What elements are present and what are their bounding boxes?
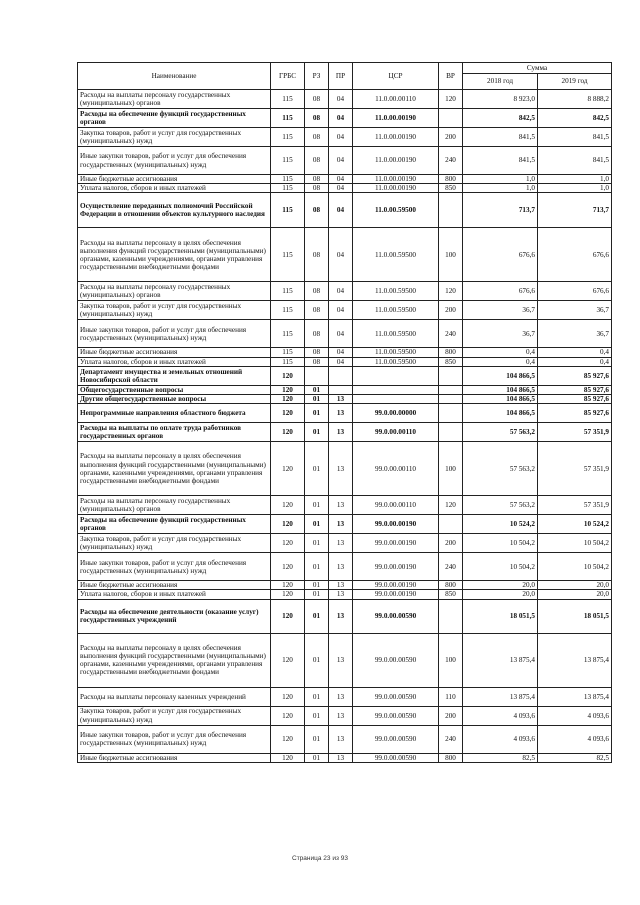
cell-pr: 04 [329, 184, 353, 193]
cell-vr: 800 [439, 348, 463, 357]
cell-pr: 04 [329, 228, 353, 282]
cell-vr: 120 [439, 282, 463, 301]
cell-sum-2019: 85 927,6 [538, 395, 612, 404]
cell-rz: 08 [305, 147, 329, 175]
cell-grbs: 120 [271, 725, 305, 753]
cell-sum-2019: 85 927,6 [538, 385, 612, 394]
cell-sum-2018: 8 923,0 [463, 90, 538, 109]
cell-rz: 01 [305, 515, 329, 534]
header-sum: Сумма [463, 63, 612, 74]
cell-rz: 08 [305, 175, 329, 184]
table-row [78, 442, 612, 496]
table-row [78, 496, 612, 515]
cell-pr: 13 [329, 404, 353, 423]
cell-grbs: 120 [271, 534, 305, 553]
cell-grbs: 120 [271, 581, 305, 590]
cell-vr: 200 [439, 128, 463, 147]
table-row [78, 404, 612, 423]
cell-name: Закупка товаров, работ и услуг для государственных (муниципальных) нужд [78, 128, 271, 147]
cell-grbs: 120 [271, 423, 305, 442]
cell-csr: 99.0.00.00110 [353, 496, 439, 515]
table-row [78, 706, 612, 725]
cell-pr: 13 [329, 633, 353, 687]
cell-grbs: 120 [271, 404, 305, 423]
cell-sum-2018: 1,0 [463, 175, 538, 184]
table-row [78, 301, 612, 320]
cell-sum-2018: 104 866,5 [463, 395, 538, 404]
cell-name: Расходы на выплаты персоналу государственных (муниципальных) органов [78, 496, 271, 515]
cell-name: Иные закупки товаров, работ и услуг для обеспечения государственных (муниципальных) нужд [78, 725, 271, 753]
cell-vr [439, 193, 463, 228]
cell-vr: 800 [439, 581, 463, 590]
table-row [78, 348, 612, 357]
cell-pr: 13 [329, 553, 353, 581]
cell-vr: 200 [439, 301, 463, 320]
cell-rz: 01 [305, 423, 329, 442]
cell-name: Иные закупки товаров, работ и услуг для обеспечения государственных (муниципальных) нужд [78, 147, 271, 175]
cell-sum-2018: 36,7 [463, 320, 538, 348]
cell-rz: 01 [305, 633, 329, 687]
header-csr: ЦСР [353, 63, 439, 90]
cell-vr: 850 [439, 357, 463, 366]
cell-sum-2019: 36,7 [538, 320, 612, 348]
cell-vr [439, 366, 463, 385]
cell-pr: 04 [329, 348, 353, 357]
cell-grbs: 120 [271, 366, 305, 385]
cell-pr: 04 [329, 320, 353, 348]
table-row [78, 385, 612, 394]
cell-sum-2018: 13 875,4 [463, 687, 538, 706]
cell-pr: 04 [329, 193, 353, 228]
table-row [78, 320, 612, 348]
header-year-2018: 2018 год [463, 74, 538, 90]
cell-csr: 99.0.00.00590 [353, 599, 439, 633]
cell-csr: 99.0.00.00590 [353, 753, 439, 762]
cell-csr: 11.0.00.59500 [353, 282, 439, 301]
cell-grbs: 115 [271, 301, 305, 320]
cell-pr: 04 [329, 147, 353, 175]
cell-csr: 11.0.00.00190 [353, 147, 439, 175]
cell-grbs: 115 [271, 282, 305, 301]
cell-pr: 04 [329, 109, 353, 128]
table-row [78, 147, 612, 175]
cell-grbs: 115 [271, 357, 305, 366]
cell-name: Расходы на выплаты персоналу государственных (муниципальных) органов [78, 282, 271, 301]
cell-name: Другие общегосударственные вопросы [78, 395, 271, 404]
table-row [78, 515, 612, 534]
cell-vr [439, 395, 463, 404]
cell-vr: 800 [439, 753, 463, 762]
cell-vr: 120 [439, 90, 463, 109]
cell-sum-2018: 18 051,5 [463, 599, 538, 633]
cell-vr [439, 109, 463, 128]
cell-name: Иные бюджетные ассигнования [78, 175, 271, 184]
cell-pr: 13 [329, 442, 353, 496]
cell-grbs: 120 [271, 706, 305, 725]
cell-vr: 850 [439, 184, 463, 193]
cell-sum-2019: 10 524,2 [538, 515, 612, 534]
cell-grbs: 120 [271, 515, 305, 534]
cell-rz: 01 [305, 725, 329, 753]
cell-name: Уплата налогов, сборов и иных платежей [78, 590, 271, 599]
cell-name: Иные бюджетные ассигнования [78, 753, 271, 762]
table-row [78, 282, 612, 301]
cell-sum-2019: 85 927,6 [538, 404, 612, 423]
header-year-2019: 2019 год [538, 74, 612, 90]
cell-csr: 99.0.00.00190 [353, 515, 439, 534]
cell-csr [353, 385, 439, 394]
cell-rz: 08 [305, 109, 329, 128]
cell-csr: 99.0.00.00590 [353, 687, 439, 706]
cell-sum-2019: 1,0 [538, 175, 612, 184]
table-row [78, 128, 612, 147]
cell-sum-2018: 0,4 [463, 357, 538, 366]
cell-sum-2019: 10 504,2 [538, 553, 612, 581]
table-row [78, 175, 612, 184]
cell-csr: 99.0.00.00190 [353, 590, 439, 599]
cell-sum-2019: 18 051,5 [538, 599, 612, 633]
cell-name: Расходы на выплаты персоналу в целях обеспечения выполнения функций государственными (муниципальными) органами, казенными учреждениями, органами управления государственными внебюджетными фондами [78, 228, 271, 282]
header-pr: ПР [329, 63, 353, 90]
cell-rz [305, 366, 329, 385]
cell-pr [329, 366, 353, 385]
cell-name: Иные бюджетные ассигнования [78, 348, 271, 357]
cell-sum-2018: 57 563,2 [463, 496, 538, 515]
table-row [78, 90, 612, 109]
cell-grbs: 120 [271, 590, 305, 599]
table-row [78, 581, 612, 590]
cell-sum-2018: 0,4 [463, 348, 538, 357]
cell-vr: 850 [439, 590, 463, 599]
cell-sum-2018: 20,0 [463, 581, 538, 590]
cell-sum-2019: 1,0 [538, 184, 612, 193]
cell-name: Закупка товаров, работ и услуг для государственных (муниципальных) нужд [78, 534, 271, 553]
cell-sum-2018: 104 866,5 [463, 404, 538, 423]
table-row [78, 590, 612, 599]
table-row [78, 193, 612, 228]
cell-pr: 13 [329, 496, 353, 515]
cell-rz: 08 [305, 320, 329, 348]
cell-grbs: 115 [271, 184, 305, 193]
cell-pr: 13 [329, 590, 353, 599]
header-grbs: ГРБС [271, 63, 305, 90]
cell-sum-2019: 842,5 [538, 109, 612, 128]
cell-vr: 120 [439, 496, 463, 515]
cell-rz: 08 [305, 357, 329, 366]
table-row [78, 423, 612, 442]
cell-grbs: 120 [271, 496, 305, 515]
cell-sum-2018: 104 866,5 [463, 385, 538, 394]
cell-sum-2018: 104 866,5 [463, 366, 538, 385]
cell-rz: 01 [305, 581, 329, 590]
cell-sum-2018: 10 504,2 [463, 553, 538, 581]
budget-table [77, 62, 612, 763]
cell-name: Расходы на выплаты по оплате труда работников государственных органов [78, 423, 271, 442]
cell-vr: 240 [439, 147, 463, 175]
cell-pr: 13 [329, 423, 353, 442]
table-body [78, 90, 612, 763]
cell-grbs: 120 [271, 385, 305, 394]
cell-rz: 01 [305, 395, 329, 404]
cell-sum-2019: 57 351,9 [538, 496, 612, 515]
cell-sum-2018: 713,7 [463, 193, 538, 228]
page-number: Страница 23 из 93 [292, 855, 348, 862]
table-row [78, 553, 612, 581]
cell-sum-2018: 676,6 [463, 228, 538, 282]
cell-pr: 04 [329, 90, 353, 109]
cell-sum-2019: 4 093,6 [538, 725, 612, 753]
cell-csr: 99.0.00.00000 [353, 404, 439, 423]
cell-name: Осуществление переданных полномочий Российской Федерации в отношении объектов культурного наследия [78, 193, 271, 228]
cell-rz: 08 [305, 128, 329, 147]
cell-csr: 99.0.00.00110 [353, 423, 439, 442]
cell-csr: 11.0.00.00190 [353, 109, 439, 128]
cell-pr: 13 [329, 581, 353, 590]
cell-sum-2019: 57 351,9 [538, 423, 612, 442]
cell-csr: 11.0.00.59500 [353, 357, 439, 366]
cell-csr: 11.0.00.59500 [353, 348, 439, 357]
cell-sum-2018: 676,6 [463, 282, 538, 301]
cell-csr: 99.0.00.00590 [353, 633, 439, 687]
cell-rz: 01 [305, 496, 329, 515]
cell-pr: 13 [329, 515, 353, 534]
cell-grbs: 115 [271, 147, 305, 175]
cell-sum-2019: 13 875,4 [538, 633, 612, 687]
cell-rz: 01 [305, 534, 329, 553]
cell-sum-2018: 10 524,2 [463, 515, 538, 534]
cell-pr [329, 385, 353, 394]
table-row [78, 366, 612, 385]
cell-pr: 13 [329, 599, 353, 633]
table-header [78, 63, 612, 90]
cell-name: Закупка товаров, работ и услуг для государственных (муниципальных) нужд [78, 706, 271, 725]
cell-vr: 100 [439, 633, 463, 687]
table-row [78, 109, 612, 128]
cell-pr: 13 [329, 534, 353, 553]
cell-grbs: 115 [271, 320, 305, 348]
header-name: Наименование [78, 63, 271, 90]
cell-sum-2018: 10 504,2 [463, 534, 538, 553]
cell-pr: 04 [329, 175, 353, 184]
cell-name: Уплата налогов, сборов и иных платежей [78, 184, 271, 193]
cell-vr: 100 [439, 228, 463, 282]
cell-sum-2019: 713,7 [538, 193, 612, 228]
cell-csr: 99.0.00.00590 [353, 725, 439, 753]
cell-sum-2019: 841,5 [538, 147, 612, 175]
cell-csr: 99.0.00.00590 [353, 706, 439, 725]
cell-pr: 13 [329, 725, 353, 753]
cell-name: Иные закупки товаров, работ и услуг для обеспечения государственных (муниципальных) нужд [78, 553, 271, 581]
cell-pr: 13 [329, 706, 353, 725]
cell-vr: 200 [439, 706, 463, 725]
cell-csr: 11.0.00.59500 [353, 301, 439, 320]
cell-vr [439, 385, 463, 394]
cell-sum-2018: 1,0 [463, 184, 538, 193]
cell-name: Расходы на обеспечение функций государственных органов [78, 515, 271, 534]
cell-sum-2018: 20,0 [463, 590, 538, 599]
cell-sum-2019: 676,6 [538, 228, 612, 282]
cell-name: Расходы на выплаты персоналу в целях обеспечения выполнения функций государственными (муниципальными) органами, казенными учреждениями, органами управления государственными внебюджетными фондами [78, 633, 271, 687]
cell-grbs: 115 [271, 109, 305, 128]
cell-csr: 11.0.00.59500 [353, 320, 439, 348]
table-row [78, 357, 612, 366]
cell-sum-2019: 8 888,2 [538, 90, 612, 109]
cell-rz: 08 [305, 282, 329, 301]
table-row [78, 228, 612, 282]
cell-vr [439, 599, 463, 633]
cell-name: Общегосударственные вопросы [78, 385, 271, 394]
cell-grbs: 115 [271, 348, 305, 357]
cell-vr [439, 423, 463, 442]
cell-name: Расходы на выплаты персоналу казенных учреждений [78, 687, 271, 706]
header-rz: РЗ [305, 63, 329, 90]
cell-sum-2018: 82,5 [463, 753, 538, 762]
cell-grbs: 120 [271, 633, 305, 687]
table-row [78, 725, 612, 753]
cell-rz: 01 [305, 590, 329, 599]
table-row [78, 687, 612, 706]
cell-sum-2018: 841,5 [463, 147, 538, 175]
cell-vr: 100 [439, 442, 463, 496]
cell-csr [353, 395, 439, 404]
cell-rz: 01 [305, 442, 329, 496]
cell-csr: 11.0.00.00190 [353, 175, 439, 184]
cell-vr: 240 [439, 553, 463, 581]
cell-csr: 99.0.00.00190 [353, 553, 439, 581]
cell-vr: 200 [439, 534, 463, 553]
cell-sum-2018: 57 563,2 [463, 442, 538, 496]
cell-sum-2019: 57 351,9 [538, 442, 612, 496]
cell-pr: 04 [329, 282, 353, 301]
cell-pr: 13 [329, 395, 353, 404]
cell-name: Расходы на обеспечение деятельности (оказание услуг) государственных учреждений [78, 599, 271, 633]
cell-pr: 13 [329, 753, 353, 762]
cell-sum-2019: 20,0 [538, 590, 612, 599]
cell-sum-2019: 841,5 [538, 128, 612, 147]
cell-pr: 13 [329, 687, 353, 706]
cell-grbs: 115 [271, 90, 305, 109]
cell-vr: 240 [439, 725, 463, 753]
cell-grbs: 120 [271, 753, 305, 762]
cell-sum-2019: 0,4 [538, 357, 612, 366]
cell-grbs: 120 [271, 687, 305, 706]
cell-csr: 99.0.00.00190 [353, 534, 439, 553]
cell-pr: 04 [329, 128, 353, 147]
cell-vr: 240 [439, 320, 463, 348]
table-row [78, 633, 612, 687]
cell-vr: 800 [439, 175, 463, 184]
cell-name: Расходы на выплаты персоналу в целях обеспечения выполнения функций государственными (муниципальными) органами, казенными учреждениями, органами управления государственными внебюджетными фондами [78, 442, 271, 496]
cell-csr: 99.0.00.00190 [353, 581, 439, 590]
cell-rz: 08 [305, 228, 329, 282]
cell-sum-2019: 85 927,6 [538, 366, 612, 385]
cell-name: Иные бюджетные ассигнования [78, 581, 271, 590]
cell-sum-2019: 0,4 [538, 348, 612, 357]
cell-rz: 01 [305, 404, 329, 423]
cell-name: Уплата налогов, сборов и иных платежей [78, 357, 271, 366]
cell-rz: 01 [305, 687, 329, 706]
table-row [78, 395, 612, 404]
cell-sum-2019: 20,0 [538, 581, 612, 590]
cell-vr [439, 404, 463, 423]
cell-sum-2018: 4 093,6 [463, 706, 538, 725]
cell-grbs: 120 [271, 395, 305, 404]
cell-rz: 01 [305, 385, 329, 394]
cell-sum-2019: 10 504,2 [538, 534, 612, 553]
cell-csr [353, 366, 439, 385]
cell-csr: 11.0.00.59500 [353, 193, 439, 228]
cell-grbs: 115 [271, 175, 305, 184]
cell-csr: 11.0.00.00110 [353, 90, 439, 109]
cell-grbs: 120 [271, 599, 305, 633]
cell-pr: 04 [329, 357, 353, 366]
cell-sum-2018: 842,5 [463, 109, 538, 128]
cell-rz: 01 [305, 599, 329, 633]
cell-grbs: 120 [271, 553, 305, 581]
cell-rz: 08 [305, 301, 329, 320]
cell-rz: 08 [305, 348, 329, 357]
cell-grbs: 115 [271, 228, 305, 282]
cell-sum-2019: 13 875,4 [538, 687, 612, 706]
cell-csr: 99.0.00.00110 [353, 442, 439, 496]
table-row [78, 534, 612, 553]
cell-rz: 01 [305, 553, 329, 581]
table-row [78, 184, 612, 193]
cell-name: Расходы на обеспечение функций государственных органов [78, 109, 271, 128]
cell-grbs: 115 [271, 128, 305, 147]
cell-name: Непрограммные направления областного бюджета [78, 404, 271, 423]
cell-vr: 110 [439, 687, 463, 706]
cell-name: Департамент имущества и земельных отношений Новосибирской области [78, 366, 271, 385]
cell-name: Расходы на выплаты персоналу государственных (муниципальных) органов [78, 90, 271, 109]
cell-grbs: 120 [271, 442, 305, 496]
cell-sum-2018: 13 875,4 [463, 633, 538, 687]
cell-sum-2019: 4 093,6 [538, 706, 612, 725]
cell-grbs: 115 [271, 193, 305, 228]
cell-vr [439, 515, 463, 534]
cell-rz: 08 [305, 184, 329, 193]
cell-sum-2019: 82,5 [538, 753, 612, 762]
cell-sum-2018: 57 563,2 [463, 423, 538, 442]
cell-sum-2018: 841,5 [463, 128, 538, 147]
cell-pr: 04 [329, 301, 353, 320]
cell-csr: 11.0.00.59500 [353, 228, 439, 282]
cell-rz: 08 [305, 90, 329, 109]
cell-sum-2018: 36,7 [463, 301, 538, 320]
cell-name: Иные закупки товаров, работ и услуг для обеспечения государственных (муниципальных) нужд [78, 320, 271, 348]
cell-sum-2019: 676,6 [538, 282, 612, 301]
cell-rz: 01 [305, 706, 329, 725]
table-row [78, 753, 612, 762]
cell-rz: 01 [305, 753, 329, 762]
cell-name: Закупка товаров, работ и услуг для государственных (муниципальных) нужд [78, 301, 271, 320]
header-vr: ВР [439, 63, 463, 90]
cell-csr: 11.0.00.00190 [353, 128, 439, 147]
cell-rz: 08 [305, 193, 329, 228]
cell-csr: 11.0.00.00190 [353, 184, 439, 193]
table-row [78, 599, 612, 633]
cell-sum-2018: 4 093,6 [463, 725, 538, 753]
cell-sum-2019: 36,7 [538, 301, 612, 320]
